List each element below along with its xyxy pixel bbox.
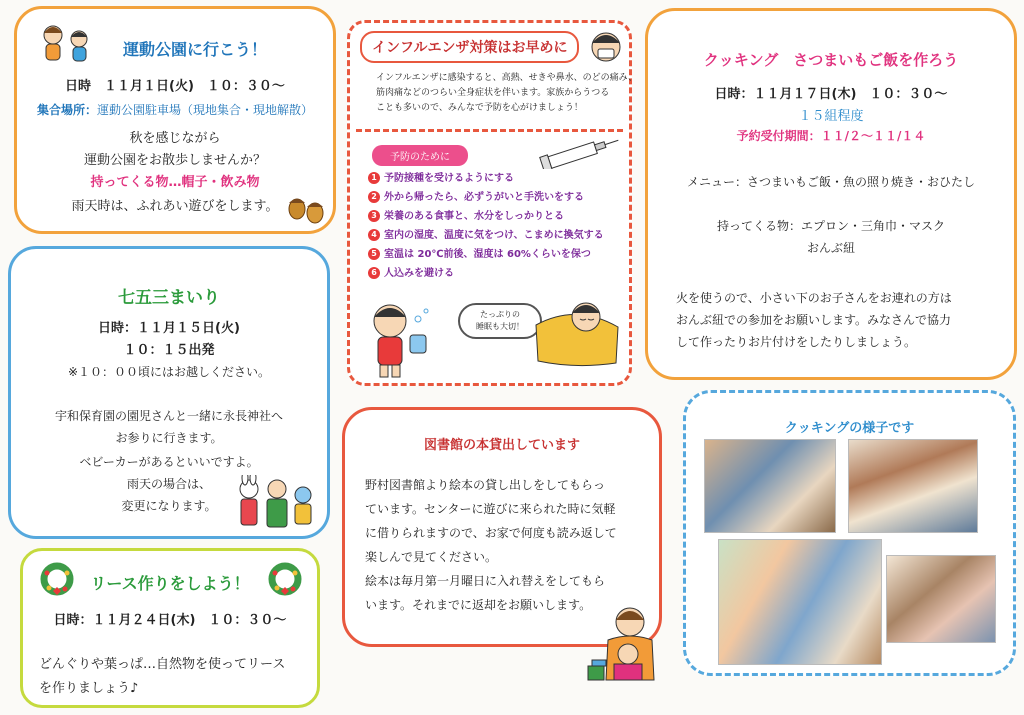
library-line: います。それまでに返却をお願いします。 bbox=[365, 598, 592, 612]
shichigosan-line: 宇和保育園の園児さんと一緒に永長神社へ bbox=[54, 409, 283, 423]
park-title: 運動公園に行こう！ bbox=[122, 40, 267, 59]
park-line: 運動公園をお散歩しませんか？ bbox=[83, 153, 266, 168]
bubble-line: たっぷりの bbox=[480, 310, 520, 319]
item-text: 人込みを避ける bbox=[384, 268, 454, 279]
influenza-intro bbox=[376, 71, 637, 116]
prevention-item bbox=[368, 169, 604, 188]
item-number: 6 bbox=[368, 267, 380, 279]
item-text: 室内の湿度、温度に気をつけ、こまめに換気する bbox=[384, 230, 604, 241]
item-number: 1 bbox=[368, 172, 380, 184]
cooking-bring: おんぶ紐 bbox=[806, 241, 855, 255]
prevention-title: 予防のために bbox=[372, 145, 468, 166]
prevention-item bbox=[368, 188, 604, 207]
acorn-icon bbox=[285, 189, 327, 225]
park-rain: 雨天時は、ふれあい遊びをします。 bbox=[71, 199, 279, 214]
divider bbox=[356, 129, 623, 132]
intro-line: 筋肉痛などのつらい全身症状を伴います。家族からうつる bbox=[376, 88, 610, 98]
cooking-title: クッキング さつまいもご飯を作ろう bbox=[703, 51, 959, 69]
shichigosan-line: ベビーカーがあるといいですよ。 bbox=[79, 455, 259, 469]
park-walk-section bbox=[14, 6, 336, 234]
shichigosan-title: 七五三まいり bbox=[118, 288, 220, 308]
cooking-note: おんぶ紐での参加をお願いします。みなさんで協力 bbox=[676, 313, 952, 327]
sleeping-child-icon bbox=[528, 285, 624, 369]
item-text: 外から帰ったら、必ずうがいと手洗いをする bbox=[384, 192, 584, 203]
cooking-section bbox=[645, 8, 1017, 380]
shichigosan-section bbox=[8, 246, 330, 539]
prevention-item bbox=[368, 245, 604, 264]
prevention-item bbox=[368, 264, 604, 283]
library-line: ています。センターに遊びに来られた時に気軽 bbox=[365, 502, 616, 516]
intro-line: ことも多いので、みんなで予防を心がけましょう！ bbox=[376, 103, 583, 113]
intro-line: インフルエンザに感染すると、高熱、せきや鼻水、のどの痛み、 bbox=[376, 73, 638, 83]
shichigosan-line: 雨天の場合は、 bbox=[126, 477, 211, 491]
sick-child-icon bbox=[582, 25, 630, 65]
item-number: 2 bbox=[368, 191, 380, 203]
shichigosan-line: 変更になります。 bbox=[121, 499, 217, 513]
item-text: 栄養のある食事と、水分をしっかりとる bbox=[384, 211, 564, 222]
cooking-capacity: １５組程度 bbox=[798, 109, 864, 124]
shichigosan-departure: １０：１５出発 bbox=[123, 343, 215, 358]
influenza-title: インフルエンザ対策はお早めに bbox=[360, 31, 579, 63]
cooking-bring: 持ってくる物：エプロン・三角巾・マスク bbox=[716, 219, 945, 233]
item-text: 予防接種を受けるようにする bbox=[384, 173, 514, 184]
item-number: 4 bbox=[368, 229, 380, 241]
photos-title: クッキングの様子です bbox=[784, 421, 915, 436]
item-number: 5 bbox=[368, 248, 380, 260]
shichigosan-line: お参りに行きます。 bbox=[115, 431, 223, 445]
cooking-note: 火を使うので、小さい下のお子さんをお連れの方は bbox=[676, 291, 952, 305]
reading-family-icon bbox=[584, 600, 674, 686]
influenza-section bbox=[347, 20, 638, 386]
prevention-list bbox=[368, 169, 604, 283]
park-bring: 持ってくる物…帽子・飲み物 bbox=[90, 175, 260, 190]
park-line: 秋を感じながら bbox=[129, 131, 221, 146]
park-meeting-place bbox=[17, 101, 333, 118]
wreath-section bbox=[20, 548, 320, 708]
prevention-item bbox=[368, 226, 604, 245]
shichigosan-children-icon bbox=[233, 475, 319, 531]
shichigosan-note: ※１０：００頃にはお越しください。 bbox=[67, 365, 271, 379]
item-number: 3 bbox=[368, 210, 380, 222]
library-line: 野村図書館より絵本の貸し出しをしてもらっ bbox=[365, 478, 606, 492]
cooking-reservation: 予約受付期間：１１/２～１１/１４ bbox=[736, 129, 926, 143]
gargling-child-icon bbox=[360, 299, 440, 381]
cooking-note: して作ったりお片付けをしたりしましょう。 bbox=[676, 335, 917, 349]
cooking-photo bbox=[848, 439, 978, 533]
cooking-photo bbox=[886, 555, 996, 643]
library-line: に借りられますので、お家で何度も読み返して bbox=[365, 526, 617, 540]
cooking-photo bbox=[718, 539, 882, 665]
wreath-datetime: 日時：１１月２４日(木) １０：３０～ bbox=[53, 613, 287, 628]
library-line: 絵本は毎月第一月曜日に入れ替えをしてもら bbox=[365, 574, 606, 588]
item-text: 室温は 20℃前後、湿度は 60%くらいを保つ bbox=[384, 249, 591, 260]
library-line: 楽しんで見てください。 bbox=[365, 550, 498, 564]
library-title: 図書館の本貸出しています bbox=[423, 438, 580, 453]
shichigosan-datetime: 日時：１１月１５日(火) bbox=[98, 321, 240, 336]
wreath-title: リース作りをしよう！ bbox=[90, 574, 250, 593]
park-datetime: 日時 １１月１日(火) １０：３０～ bbox=[65, 79, 285, 94]
meeting-label: 集合場所： bbox=[36, 103, 97, 117]
syringe-icon bbox=[536, 135, 622, 169]
meeting-value: 運動公園駐車場（現地集合・現地解散） bbox=[97, 103, 314, 117]
wreath-line: を作りましょう♪ bbox=[39, 681, 139, 696]
cooking-photos-section bbox=[683, 390, 1016, 676]
cooking-photo bbox=[704, 439, 836, 533]
cooking-menu: メニュー：さつまいもご飯・魚の照り焼き・おひたし bbox=[686, 175, 975, 189]
cooking-datetime: 日時：１１月１７日(木) １０：３０～ bbox=[714, 87, 948, 102]
bubble-line: 睡眠も大切！ bbox=[476, 322, 524, 331]
prevention-item bbox=[368, 207, 604, 226]
wreath-line: どんぐりや葉っぱ…自然物を使ってリース bbox=[39, 657, 286, 672]
